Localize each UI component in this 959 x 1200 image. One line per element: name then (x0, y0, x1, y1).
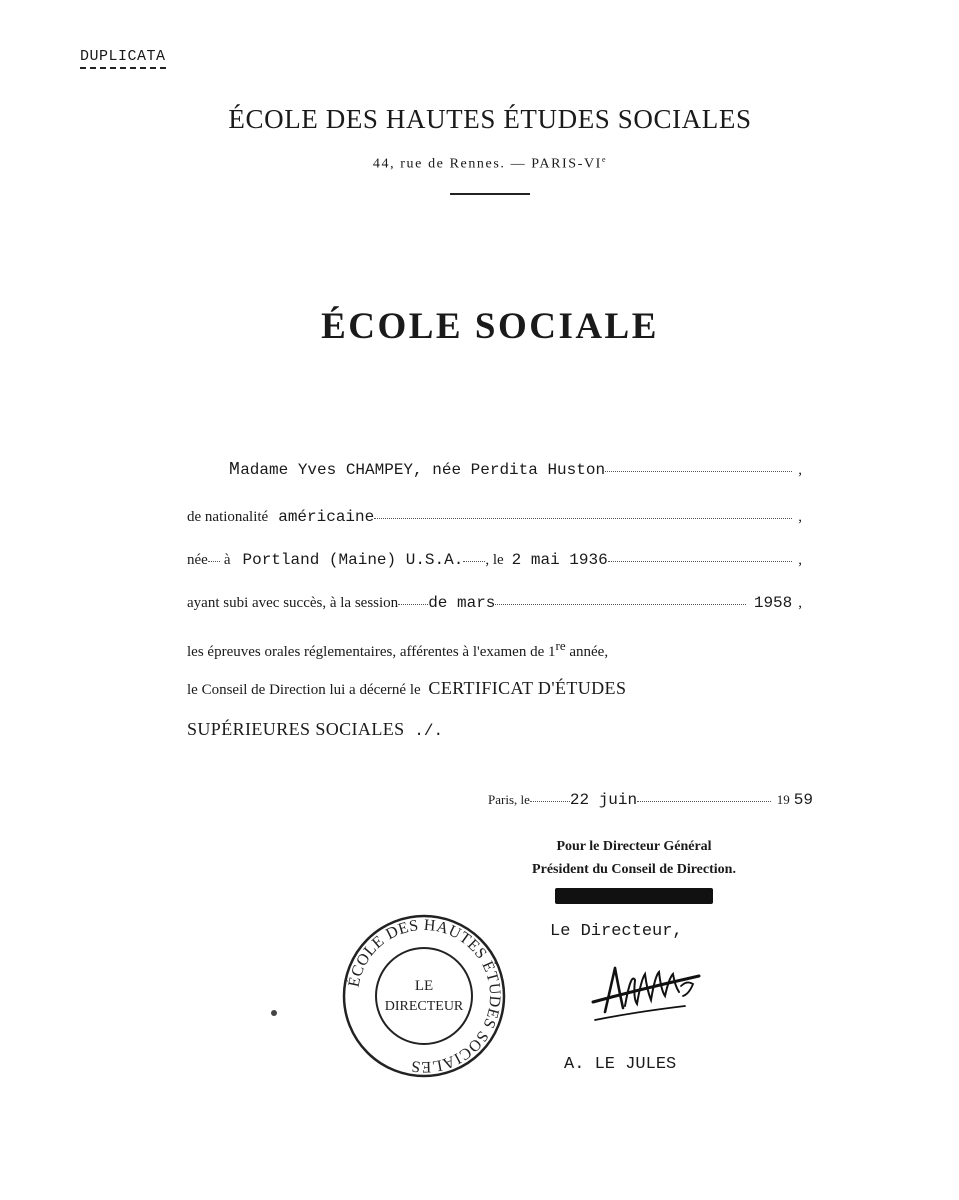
issue-place-label: Paris, le (488, 792, 530, 807)
nationality-line (187, 505, 802, 529)
exam-line (187, 634, 802, 658)
award-end-mark: ./. (414, 722, 444, 740)
address-superscript: e (601, 155, 608, 164)
line-comma: , (798, 509, 802, 525)
name-prefix: M (229, 460, 241, 480)
award-title-part2: SUPÉRIEURES SOCIALES (187, 719, 405, 739)
birthplace-value: Portland (Maine) U.S.A. (242, 551, 464, 569)
dotted-fill (605, 471, 792, 472)
dotted-fill (398, 604, 428, 605)
exam-text: les épreuves orales réglementaires, afférentes à l'examen de 1 (187, 644, 556, 660)
line-comma: , (798, 595, 802, 611)
award-text: le Conseil de Direction lui a décerné le (187, 682, 421, 698)
dotted-fill (530, 801, 570, 802)
issue-date-line (488, 788, 813, 812)
signatory-line-2: Président du Conseil de Direction. (532, 862, 736, 877)
born-at-label: à (223, 552, 231, 568)
line-comma: , (798, 462, 802, 478)
birth-date-value: 2 mai 1936 (511, 551, 608, 569)
school-name: ÉCOLE DES HAUTES ÉTUDES SOCIALES (228, 104, 752, 134)
director-stamp (340, 912, 508, 1080)
school-address (0, 155, 959, 173)
dotted-fill (495, 604, 745, 605)
redaction-bar (555, 888, 713, 904)
date-label: , le (485, 552, 504, 568)
stamp-ring-text: ÉCOLE DES HAUTES ÉTUDES SOCIALES (345, 916, 504, 1076)
nationality-label: de nationalité (187, 509, 269, 525)
document-title: ÉCOLE SOCIALE (321, 306, 659, 347)
award-line (187, 676, 802, 700)
session-year-value: 1958 (753, 594, 793, 612)
ink-dot (271, 1010, 277, 1016)
signature-mark (575, 950, 705, 1030)
issue-year-prefix: 19 (776, 792, 790, 807)
duplicate-label: DUPLICATA (80, 48, 166, 69)
stamp-center-line-1: LE (414, 978, 434, 994)
dotted-fill (637, 801, 771, 802)
address-text: 44, rue de Rennes. — PARIS-VI (372, 156, 602, 172)
nationality-value: américaine (278, 508, 375, 526)
signatory-line-1: Pour le Directeur Général (556, 839, 712, 854)
award-line-2 (187, 717, 802, 741)
director-label: Le Directeur, (550, 922, 683, 941)
dotted-fill (208, 561, 220, 562)
line-comma: , (798, 552, 802, 568)
dotted-fill (463, 561, 485, 562)
stamp-center-line-2: DIRECTEUR (384, 999, 464, 1014)
exam-text-end: année, (565, 644, 609, 660)
issue-year-suffix: 59 (793, 791, 813, 809)
born-label: née (187, 552, 208, 568)
dotted-fill (608, 561, 793, 562)
award-title-part1: CERTIFICAT D'ÉTUDES (428, 678, 627, 698)
session-label: ayant subi avec succès, à la session (187, 595, 399, 611)
director-name: A. LE JULES (564, 1055, 677, 1074)
session-month-value: de mars (428, 594, 496, 612)
name-line (187, 458, 802, 482)
recipient-name: adame Yves CHAMPEY, née Perdita Huston (240, 461, 606, 479)
header-divider (450, 193, 530, 195)
dotted-fill (374, 518, 792, 519)
exam-superscript: re (555, 638, 566, 653)
session-line (187, 591, 802, 615)
issue-day-month: 22 juin (569, 791, 638, 809)
birth-line (187, 548, 802, 572)
